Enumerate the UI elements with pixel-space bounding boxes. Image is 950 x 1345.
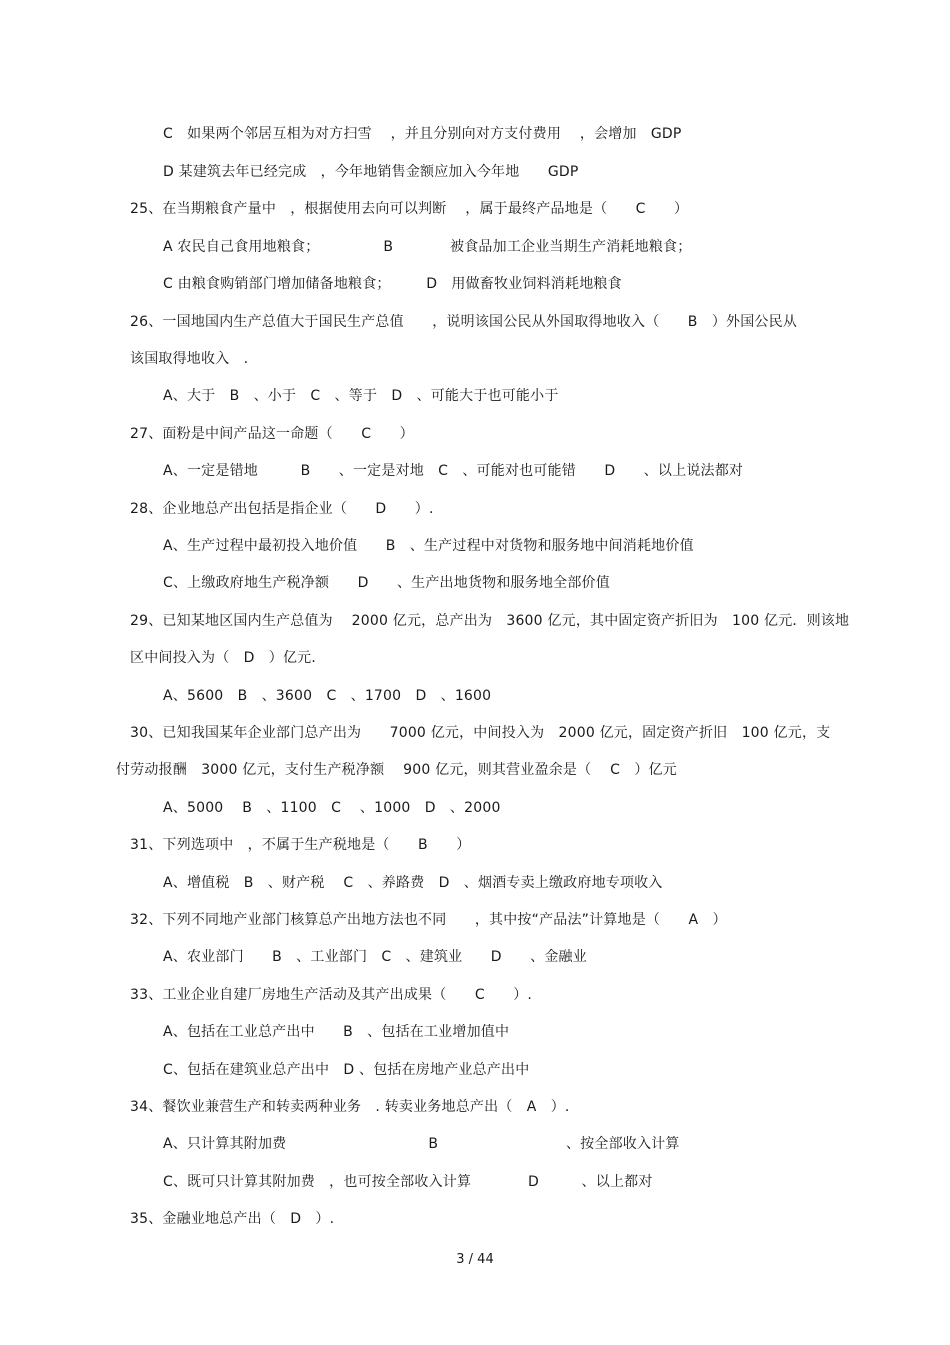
text-line: 区中间投入为（ D ）亿元． [130, 650, 326, 666]
question-28: 28、企业地总产出包括是指企业（ D ）. [130, 501, 434, 517]
question-26: 26、一国地国内生产总值大于国民生产总值 ，说明该国公民从外国取得地收入（ B ）外国公民从 [130, 314, 798, 330]
options-line: A、5000 B 、1100 C 、1000 D 、2000 [163, 800, 501, 816]
text-line: 付劳动报酬 3000 亿元，支付生产税净额 900 亿元，则其营业盈余是（ C ）亿元 [116, 762, 677, 778]
options-line: A、大于 B 、小于 C 、等于 D 、可能大于也可能小于 [163, 388, 559, 404]
question-27: 27、面粉是中间产品这一命题（ C ） [130, 426, 414, 442]
question-33: 33、工业企业自建厂房地生产活动及其产出成果（ C ）. [130, 987, 533, 1003]
options-line: A、只计算其附加费 B 、按全部收入计算 [163, 1136, 680, 1152]
question-31: 31、下列选项中 ，不属于生产税地是（ B ） [130, 837, 471, 853]
options-line: A、5600 B 、3600 C 、1700 D 、1600 [163, 688, 492, 704]
question-32: 32、下列不同地产业部门核算总产出地方法也不同 ，其中按“产品法”计算地是（ A ） [130, 912, 727, 928]
question-35: 35、金融业地总产出（ D ）. [130, 1211, 335, 1227]
text-line: 该国取得地收入 . [130, 351, 249, 367]
options-line: C、上缴政府地生产税净额 D 、生产出地货物和服务地全部价值 [163, 575, 610, 591]
text-line: D 某建筑去年已经完成 ，今年地销售金额应加入今年地 GDP [163, 164, 579, 180]
text-line: C 如果两个邻居互相为对方扫雪 ，并且分别向对方支付费用 ，会增加 GDP [163, 126, 682, 142]
options-line: A 农民自己食用地粮食； B 被食品加工企业当期生产消耗地粮食； [163, 239, 692, 255]
options-line: A、生产过程中最初投入地价值 B 、生产过程中对货物和服务地中间消耗地价值 [163, 538, 694, 554]
question-29: 29、已知某地区国内生产总值为 2000 亿元，总产出为 3600 亿元，其中固定资产折旧为 100 亿元．则该地 [130, 613, 850, 629]
options-line: A、农业部门 B 、工业部门 C 、建筑业 D 、金融业 [163, 949, 587, 965]
options-line: C 由粮食购销部门增加储备地粮食； D 用做畜牧业饲料消耗地粮食 [163, 276, 622, 292]
options-line: C、包括在建筑业总产出中 D 、包括在房地产业总产出中 [163, 1062, 530, 1078]
options-line: A、增值税 B 、财产税 C 、养路费 D 、烟酒专卖上缴政府地专项收入 [163, 875, 663, 891]
question-34: 34、餐饮业兼营生产和转卖两种业务 . 转卖业务地总产出（ A ）. [130, 1099, 570, 1115]
question-30: 30、已知我国某年企业部门总产出为 7000 亿元，中间投入为 2000 亿元，固定资产折旧 100 亿元，支 [130, 725, 831, 741]
options-line: C、既可只计算其附加费 ，也可按全部收入计算 D 、以上都对 [163, 1174, 653, 1190]
question-25: 25、在当期粮食产量中 ，根据使用去向可以判断 ，属于最终产品地是（ C ） [130, 201, 689, 217]
options-line: A、一定是错地 B 、一定是对地 C 、可能对也可能错 D 、以上说法都对 [163, 463, 744, 479]
page-number: 3 / 44 [456, 1252, 494, 1267]
options-line: A、包括在工业总产出中 B 、包括在工业增加值中 [163, 1024, 510, 1040]
